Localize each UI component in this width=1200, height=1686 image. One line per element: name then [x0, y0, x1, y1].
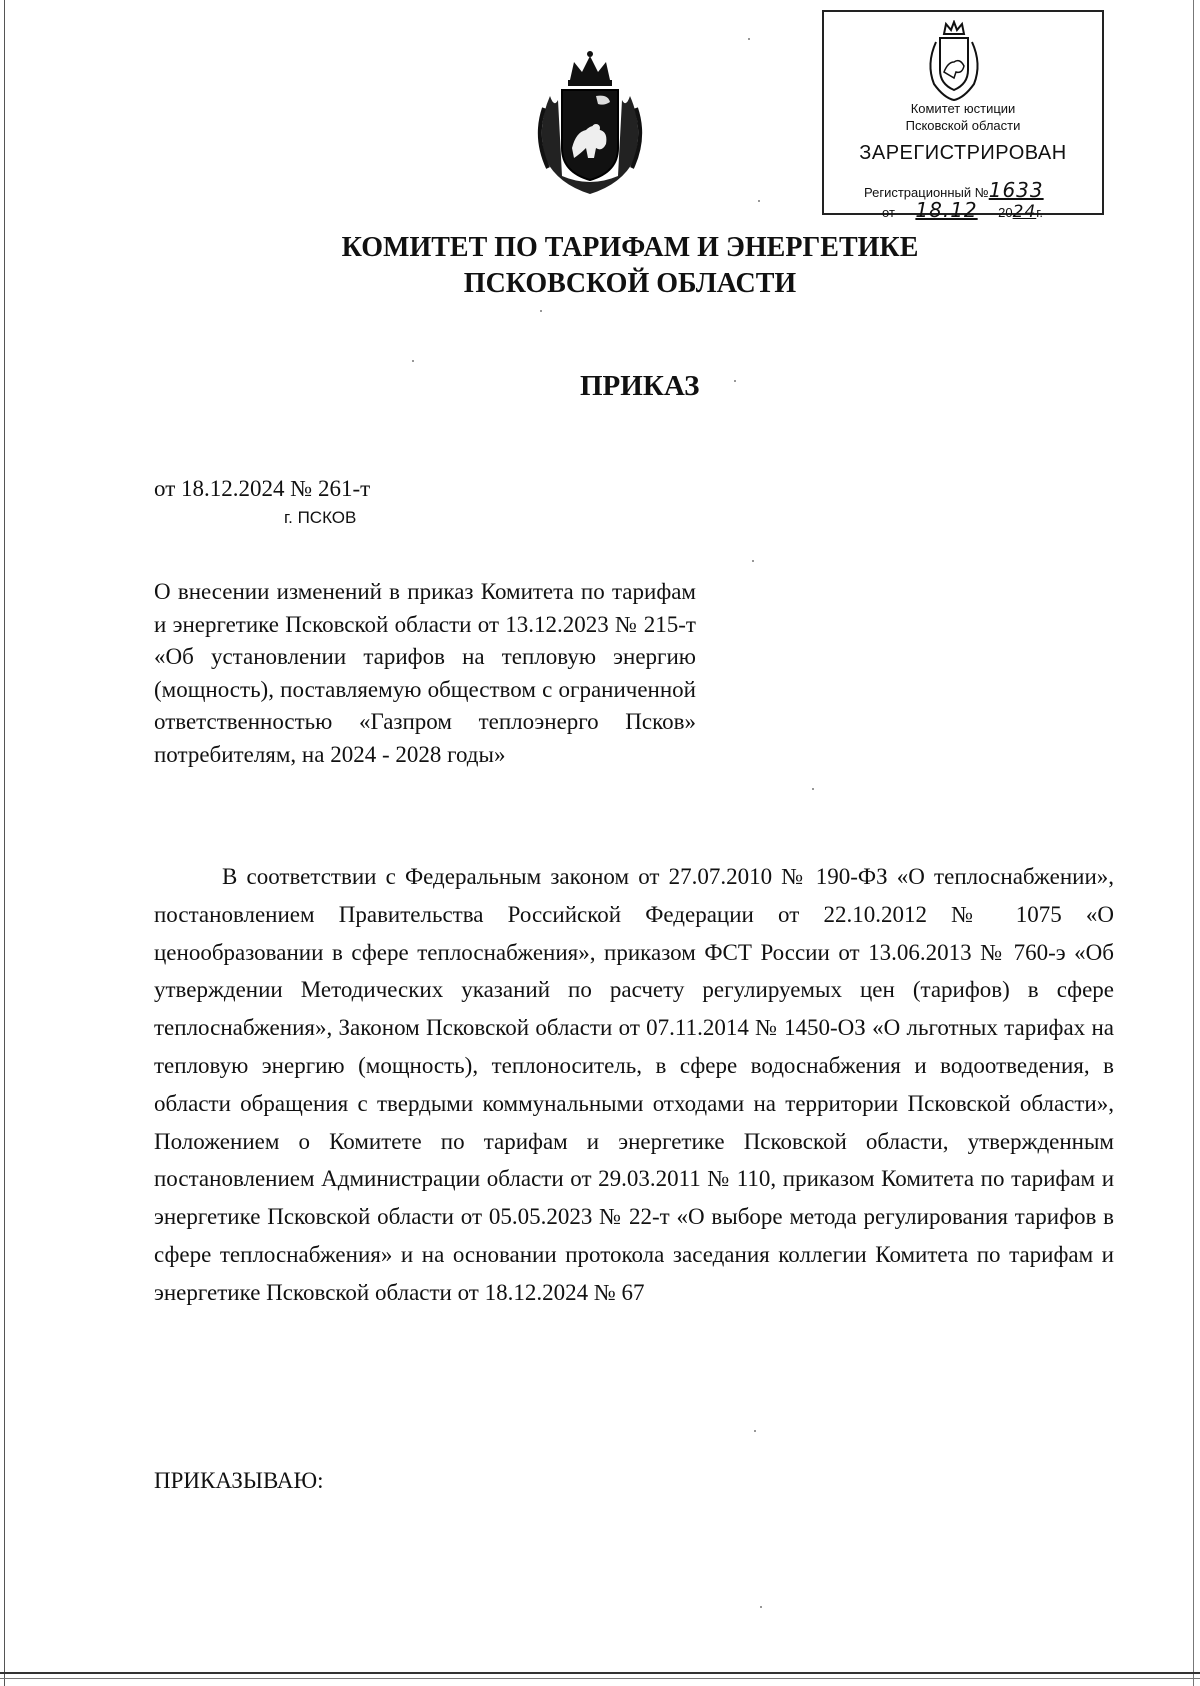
stamp-coat-of-arms-icon	[924, 20, 984, 102]
scan-speck	[754, 1430, 756, 1432]
stamp-date-prefix: от	[882, 205, 895, 220]
stamp-year-suffix: г.	[1036, 205, 1044, 220]
scan-speck	[752, 560, 754, 562]
stamp-year-handwritten: 24	[1012, 202, 1037, 222]
scan-speck	[758, 200, 760, 202]
org-line1: КОМИТЕТ ПО ТАРИФАМ И ЭНЕРГЕТИКЕ	[341, 232, 919, 263]
scan-border-bottom-inner	[0, 1678, 1200, 1679]
coat-of-arms-icon	[530, 48, 650, 198]
stamp-registered: ЗАРЕГИСТРИРОВАН	[859, 142, 1067, 164]
scan-speck	[812, 788, 814, 790]
organization-name	[0, 230, 1200, 302]
document-body: В соответствии с Федеральным законом от 27.07.2010 № 190-ФЗ «О теплоснабжении», постановлением Правительства Российской Федерации от 22.10.2012 № 1075 «О ценообразовании в сфере теплоснабжения», приказом ФСТ России от 13.06.2013 № 760-э «Об утверждении Методических указаний по расчету регулируемых цен (тарифов) в сфере теплоснабжения», Законом Псковской области от 07.11.2014 № 1450-ОЗ «О льготных тарифах на тепловую энергию (мощность), теплоноситель, в сфере водоснабжения и водоотведения, в области обращения с твердыми коммунальными отходами на территории Псковской области», Положением о Комитете по тарифам и энергетике Псковской области, утвержденным постановлением Администрации области от 29.03.2011 № 110, приказом Комитета по тарифам и энергетике Псковской области от 05.05.2023 № 22-т «О выборе метода регулирования тарифов в сфере теплоснабжения» и на основании протокола заседания коллегии Комитета по тарифам и энергетике Псковской области от 18.12.2024 № 67	[154, 864, 1114, 1305]
scan-speck	[734, 380, 736, 382]
org-line2: ПСКОВСКОЙ ОБЛАСТИ	[463, 268, 797, 299]
stamp-date-handwritten: 18.12	[915, 198, 978, 222]
scan-speck	[412, 360, 414, 362]
stamp-reg-number: 1633	[988, 178, 1044, 202]
document-date-number: от 18.12.2024 № 261-т	[154, 476, 371, 501]
stamp-reg-label: Регистрационный №	[864, 185, 989, 200]
document-city: г. ПСКОВ	[284, 508, 357, 527]
registration-stamp	[822, 10, 1104, 222]
stamp-date	[882, 198, 1043, 222]
scan-border-bottom	[0, 1672, 1200, 1674]
document-subject: О внесении изменений в приказ Комитета по тарифам и энергетике Псковской области от 13.12.2023 № 215-т «Об установлении тарифов на тепловую энергию (мощность), поставляемую обществом с ограниченной ответственностью «Газпром теплоэнерго Псков» потребителям, на 2024 - 2028 годы»	[154, 579, 696, 767]
scan-speck	[748, 38, 750, 40]
order-statement: ПРИКАЗЫВАЮ:	[154, 1468, 324, 1493]
stamp-committee-line1: Комитет юстиции	[910, 101, 1016, 116]
stamp-year-prefix: 20	[998, 205, 1013, 220]
stamp-committee-line2: Псковской области	[905, 118, 1021, 133]
document-type-title: ПРИКАЗ	[580, 370, 700, 402]
scan-speck	[540, 310, 542, 312]
scan-speck	[760, 1606, 762, 1608]
